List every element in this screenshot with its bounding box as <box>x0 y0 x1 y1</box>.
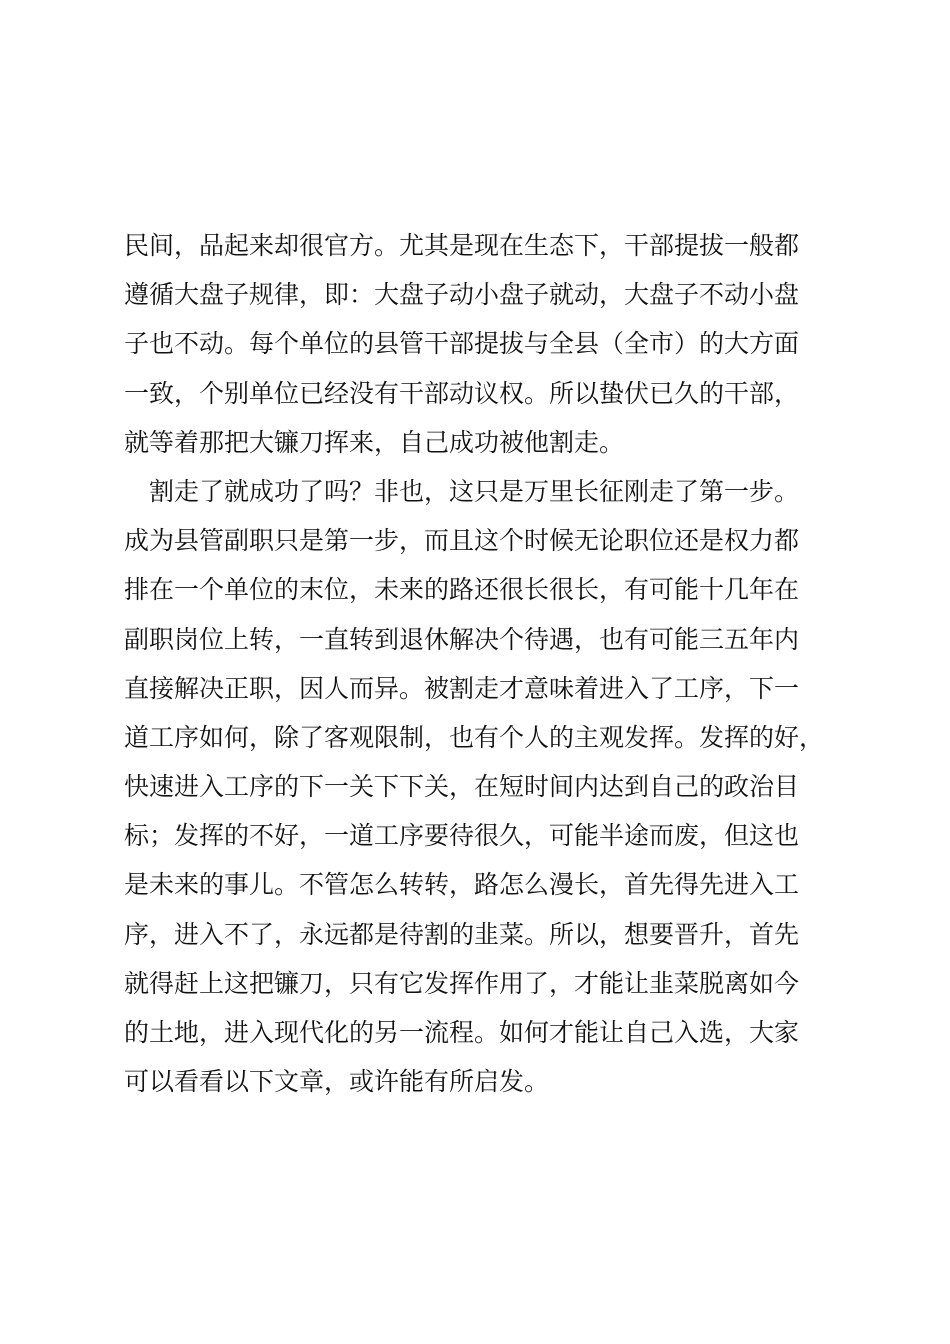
text-line: 序，进入不了，永远都是待割的韭菜。所以，想要晋升，首先 <box>124 919 800 949</box>
text-line: 就等着那把大镰刀挥来，自己成功被他割走。 <box>124 427 625 457</box>
text-line: 民间，品起来却很官方。尤其是现在生态下，干部提拔一般都 <box>124 231 800 260</box>
text-line: 是未来的事儿。不管怎么转转，路怎么漫长，首先得先进入工 <box>124 870 800 900</box>
text-line: 可以看看以下文章，或许能有所启发。 <box>124 1067 550 1097</box>
text-line: 子也不动。每个单位的县管干部提拔与全县（全市）的大方面 <box>124 329 800 359</box>
text-line: 副职岗位上转，一直转到退休解决个待遇，也有可能三五年内 <box>124 624 800 654</box>
text-line: 割走了就成功了吗？非也，这只是万里长征刚走了第一步。 <box>124 476 800 506</box>
text-line: 快速进入工序的下一关下下关，在短时间内达到自己的政治目 <box>124 772 800 802</box>
text-line: 就得赶上这把镰刀，只有它发挥作用了，才能让韭菜脱离如今 <box>124 968 800 998</box>
text-line: 的土地，进入现代化的另一流程。如何才能让自己入选，大家 <box>124 1018 800 1047</box>
text-line: 遵循大盘子规律，即：大盘子动小盘子就动，大盘子不动小盘 <box>124 280 800 310</box>
text-line: 排在一个单位的末位，未来的路还很长很长，有可能十几年在 <box>124 575 800 605</box>
text-line: 标；发挥的不好，一道工序要待很久，可能半途而废，但这也 <box>124 821 800 851</box>
text-line: 一致，个别单位已经没有干部动议权。所以蛰伏已久的干部， <box>124 378 800 408</box>
text-line: 直接解决正职，因人而异。被割走才意味着进入了工序，下一 <box>124 673 800 703</box>
body-text <box>124 221 844 1106</box>
text-line: 道工序如何，除了客观限制，也有个人的主观发挥。发挥的好， <box>124 722 825 752</box>
text-line: 成为县管副职只是第一步，而且这个时候无论职位还是权力都 <box>124 526 800 556</box>
